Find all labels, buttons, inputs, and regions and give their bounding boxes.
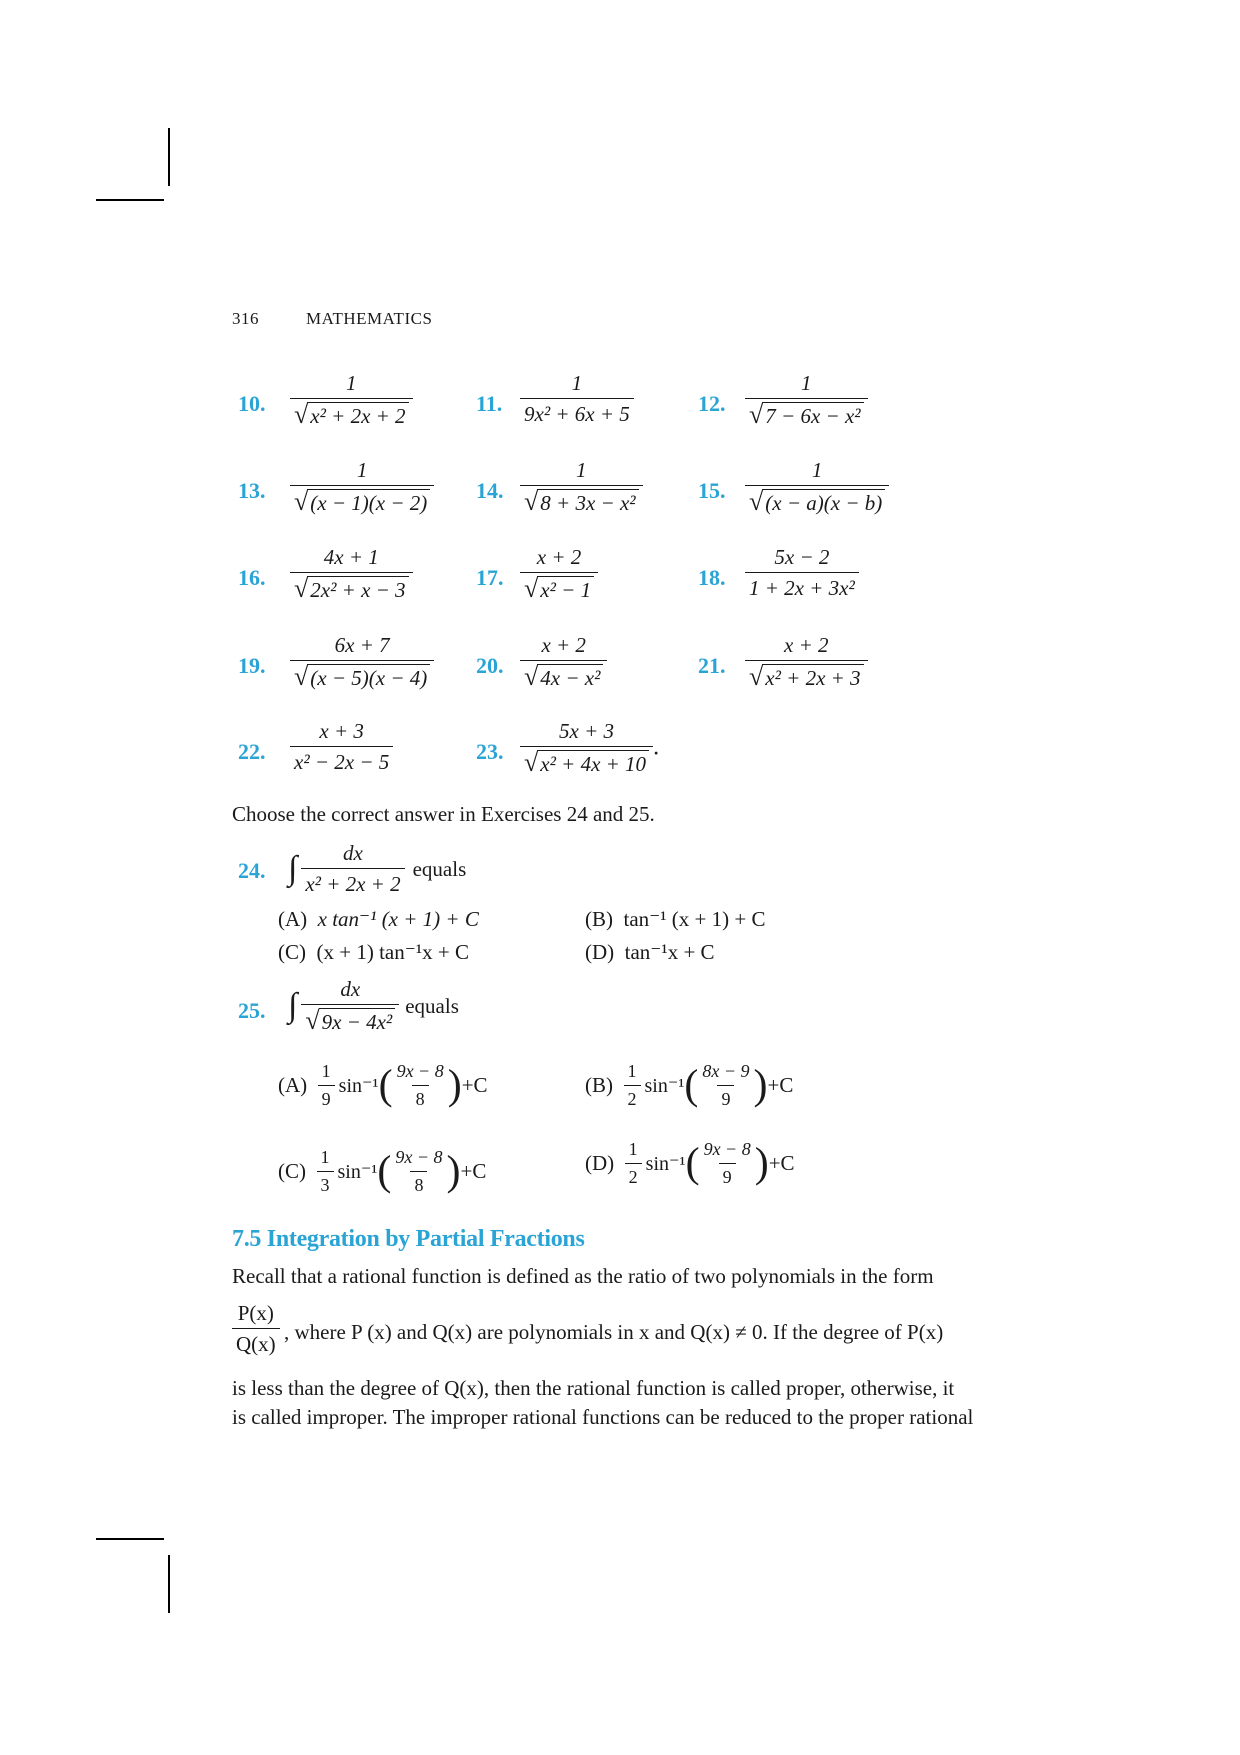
option-label: (B) xyxy=(585,1073,613,1098)
exercise-number: 11. xyxy=(476,391,503,416)
coefficient-fraction xyxy=(318,1062,335,1109)
fraction-denominator: 3 xyxy=(317,1171,334,1196)
question-25-integral xyxy=(288,978,459,1034)
radicand: (x − 5)(x − 4) xyxy=(307,664,430,690)
fraction-numerator: 4x + 1 xyxy=(323,545,379,569)
argument-fraction xyxy=(391,1148,446,1195)
exercise-number: 10. xyxy=(238,391,266,416)
fraction-denominator: 2 xyxy=(625,1163,642,1188)
fraction-numerator: 9x − 8 xyxy=(395,1147,443,1167)
right-paren: ) xyxy=(754,1140,769,1187)
fraction-denominator xyxy=(290,746,393,774)
fraction xyxy=(290,459,434,515)
section-inline-fraction xyxy=(232,1302,280,1356)
fraction-denominator: √ 9x − 4x² xyxy=(301,1004,399,1034)
fraction xyxy=(520,634,607,690)
equals-word: equals xyxy=(405,993,459,1018)
left-paren: ( xyxy=(377,1148,392,1195)
argument-fraction xyxy=(393,1062,448,1109)
argument-fraction xyxy=(700,1140,755,1187)
fraction xyxy=(290,634,434,690)
fraction-numerator: 9x − 8 xyxy=(703,1139,751,1159)
option-label: (B) xyxy=(585,907,613,931)
question-24-integral xyxy=(288,842,466,896)
exercise-expression xyxy=(520,720,659,776)
section-paragraph-line-1: Recall that a rational function is defined as the ratio of two polynomials in the form xyxy=(232,1264,934,1288)
q24-option-c xyxy=(278,940,469,965)
fraction-numerator: x + 2 xyxy=(784,633,829,657)
fraction-denominator: √ (x − a)(x − b) xyxy=(745,485,889,515)
fraction xyxy=(745,372,868,428)
radicand: 4x − x² xyxy=(537,664,603,690)
fraction-numerator: 6x + 7 xyxy=(334,633,390,657)
fraction xyxy=(290,546,413,602)
constant-term: +C xyxy=(461,1073,488,1098)
option-text: (x + 1) tan⁻¹x + C xyxy=(316,940,469,964)
fraction-numerator: 1 xyxy=(346,371,357,395)
fraction-denominator: √ 4x − x² xyxy=(520,660,607,690)
crop-mark-bottom-horizontal xyxy=(96,1538,164,1540)
option-label: (D) xyxy=(585,1151,615,1176)
q25-option-d xyxy=(585,1140,795,1187)
integral-sign: ∫ xyxy=(288,850,298,888)
fraction-denominator: 2 xyxy=(624,1085,641,1110)
function-name: sin⁻¹ xyxy=(645,1153,686,1176)
fraction-denominator: √ x² + 2x + 2 xyxy=(290,398,413,428)
function-name: sin⁻¹ xyxy=(337,1161,378,1184)
radicand: 7 − 6x − x² xyxy=(762,402,863,428)
right-paren: ) xyxy=(753,1062,768,1109)
fraction-denominator: x² + 2x + 2 xyxy=(301,868,404,896)
radicand: 8 + 3x − x² xyxy=(537,489,638,515)
exercise-expression xyxy=(520,459,643,515)
choose-instruction: Choose the correct answer in Exercises 24 and 25. xyxy=(232,802,655,826)
fraction xyxy=(745,459,889,515)
fraction-denominator xyxy=(745,572,859,600)
radicand: x² + 2x + 3 xyxy=(762,664,863,690)
fraction xyxy=(290,720,393,774)
integral-sign: ∫ xyxy=(288,987,298,1025)
exercise-number: 16. xyxy=(238,565,266,590)
fraction-denominator: 9 xyxy=(717,1085,734,1110)
fraction-numerator: x + 2 xyxy=(541,633,586,657)
fraction-denominator: √ x² + 2x + 3 xyxy=(745,660,868,690)
exercise-expression xyxy=(290,720,393,774)
fraction-denominator: Q(x) xyxy=(232,1328,280,1356)
exercise-number: 18. xyxy=(698,565,726,590)
fraction-denominator: √ x² − 1 xyxy=(520,572,598,602)
exercise-expression xyxy=(745,546,859,600)
fraction xyxy=(520,372,634,426)
fraction xyxy=(520,546,598,602)
question-number-25: 25. xyxy=(238,998,266,1023)
fraction-numerator: P(x) xyxy=(237,1301,274,1325)
constant-term: +C xyxy=(460,1159,487,1184)
exercise-number: 19. xyxy=(238,653,266,678)
crop-mark-bottom-vertical xyxy=(168,1555,170,1613)
fraction-denominator: √ x² + 4x + 10 xyxy=(520,746,653,776)
question-number-24: 24. xyxy=(238,858,266,883)
q24-option-d xyxy=(585,940,715,965)
exercise-expression xyxy=(290,372,413,428)
argument-fraction xyxy=(698,1062,753,1109)
exercise-expression xyxy=(745,634,868,690)
left-paren: ( xyxy=(684,1062,699,1109)
fraction-numerator: x + 3 xyxy=(319,719,364,743)
fraction-numerator: 1 xyxy=(320,1147,330,1167)
fraction-numerator: 1 xyxy=(628,1139,638,1159)
q24-option-b xyxy=(585,907,765,932)
exercise-number: 15. xyxy=(698,478,726,503)
exercise-number: 20. xyxy=(476,653,504,678)
radicand: x² + 4x + 10 xyxy=(537,750,649,776)
constant-term: +C xyxy=(768,1151,795,1176)
fraction-denominator: √ (x − 5)(x − 4) xyxy=(290,660,434,690)
crop-mark-top-horizontal xyxy=(96,199,164,201)
fraction-numerator: 1 xyxy=(801,371,812,395)
fraction-numerator: 1 xyxy=(576,458,587,482)
option-text: x tan⁻¹ (x + 1) + C xyxy=(317,907,479,931)
right-paren: ) xyxy=(447,1062,462,1109)
running-header: MATHEMATICS xyxy=(306,309,433,328)
fraction-numerator: 9x − 8 xyxy=(396,1061,444,1081)
fraction xyxy=(290,372,413,428)
coefficient-fraction xyxy=(625,1140,642,1187)
radicand: x² + 2x + 2 xyxy=(307,402,408,428)
option-label: (C) xyxy=(278,940,306,964)
fraction-numerator: 1 xyxy=(811,458,823,482)
coefficient-fraction xyxy=(317,1148,334,1195)
option-label: (A) xyxy=(278,1073,308,1098)
fraction xyxy=(745,634,868,690)
radicand: (x − 1)(x − 2) xyxy=(307,489,430,515)
rational-function-fraction xyxy=(232,1302,280,1356)
constant-term: +C xyxy=(767,1073,794,1098)
function-name: sin⁻¹ xyxy=(338,1075,379,1098)
left-paren: ( xyxy=(685,1140,700,1187)
fraction-numerator: x + 2 xyxy=(536,545,582,569)
radicand: 2x² + x − 3 xyxy=(307,576,408,602)
fraction-denominator xyxy=(520,398,634,426)
fraction-numerator: dx xyxy=(343,841,363,865)
option-text: tan⁻¹x + C xyxy=(624,940,715,964)
option-label: (A) xyxy=(278,907,308,931)
fraction-denominator: 9 xyxy=(719,1163,736,1188)
fraction-denominator: 8 xyxy=(412,1085,429,1110)
section-paragraph-line-1b: , where P (x) and Q(x) are polynomials in x and Q(x) ≠ 0. If the degree of P(x) xyxy=(284,1320,944,1344)
q24-option-a xyxy=(278,907,479,932)
section-paragraph-line-2: is less than the degree of Q(x), then the rational function is called proper, otherwise, it xyxy=(232,1376,955,1400)
radicand: 9x − 4x² xyxy=(319,1008,396,1034)
exercise-expression xyxy=(290,634,434,690)
q25-option-a xyxy=(278,1062,488,1109)
fraction-numerator: 1 xyxy=(571,371,583,395)
fraction-numerator: 1 xyxy=(627,1061,637,1081)
exercise-expression xyxy=(520,546,598,602)
question-25-fraction xyxy=(301,978,399,1034)
fraction-denominator: √ 7 − 6x − x² xyxy=(745,398,868,428)
exercise-number: 13. xyxy=(238,478,266,503)
right-paren: ) xyxy=(446,1148,461,1195)
function-name: sin⁻¹ xyxy=(644,1075,685,1098)
exercise-number: 21. xyxy=(698,653,726,678)
exercise-expression xyxy=(520,634,607,690)
exercise-expression xyxy=(520,372,634,426)
exercise-number: 14. xyxy=(476,478,504,503)
fraction-denominator: 9 xyxy=(318,1085,335,1110)
exercise-number: 23. xyxy=(476,739,504,764)
option-label: (C) xyxy=(278,1159,306,1184)
exercise-number: 17. xyxy=(476,565,504,590)
fraction xyxy=(745,546,859,600)
trailing-period: . xyxy=(653,734,660,761)
denominator-text: 9x² + 6x + 5 xyxy=(524,402,630,427)
fraction-numerator: 8x − 9 xyxy=(702,1061,750,1081)
radicand: (x − a)(x − b) xyxy=(762,489,885,515)
exercise-expression xyxy=(290,459,434,515)
q25-option-b xyxy=(585,1062,793,1109)
exercise-expression xyxy=(290,546,413,602)
fraction-denominator: √ 2x² + x − 3 xyxy=(290,572,413,602)
option-label: (D) xyxy=(585,940,615,964)
q25-option-c xyxy=(278,1148,486,1195)
fraction-denominator: √ 8 + 3x − x² xyxy=(520,485,643,515)
left-paren: ( xyxy=(378,1062,393,1109)
exercise-expression xyxy=(745,372,868,428)
fraction-denominator: 8 xyxy=(410,1171,427,1196)
denominator-text: x² − 2x − 5 xyxy=(294,750,390,775)
coefficient-fraction xyxy=(624,1062,641,1109)
fraction-denominator: √ (x − 1)(x − 2) xyxy=(290,485,434,515)
radicand: x² − 1 xyxy=(537,576,594,602)
section-title: 7.5 Integration by Partial Fractions xyxy=(232,1226,585,1252)
fraction-numerator: 1 xyxy=(321,1061,331,1081)
fraction-numerator: dx xyxy=(340,977,361,1001)
fraction-numerator: 5x − 2 xyxy=(774,545,830,569)
fraction xyxy=(520,459,643,515)
question-24-fraction xyxy=(301,842,404,896)
fraction-numerator: 1 xyxy=(356,458,368,482)
equals-word: equals xyxy=(412,856,467,881)
section-paragraph-line-3: is called improper. The improper rational functions can be reduced to the proper rational xyxy=(232,1405,974,1429)
exercise-expression xyxy=(745,459,889,515)
option-text: tan⁻¹ (x + 1) + C xyxy=(623,907,766,931)
exercise-number: 22. xyxy=(238,739,266,764)
exercise-number: 12. xyxy=(698,391,726,416)
fraction xyxy=(520,720,653,776)
page-number: 316 xyxy=(232,309,259,328)
fraction-numerator: 5x + 3 xyxy=(559,719,615,743)
denominator-text: 1 + 2x + 3x² xyxy=(749,576,855,601)
crop-mark-top-vertical xyxy=(168,128,170,186)
